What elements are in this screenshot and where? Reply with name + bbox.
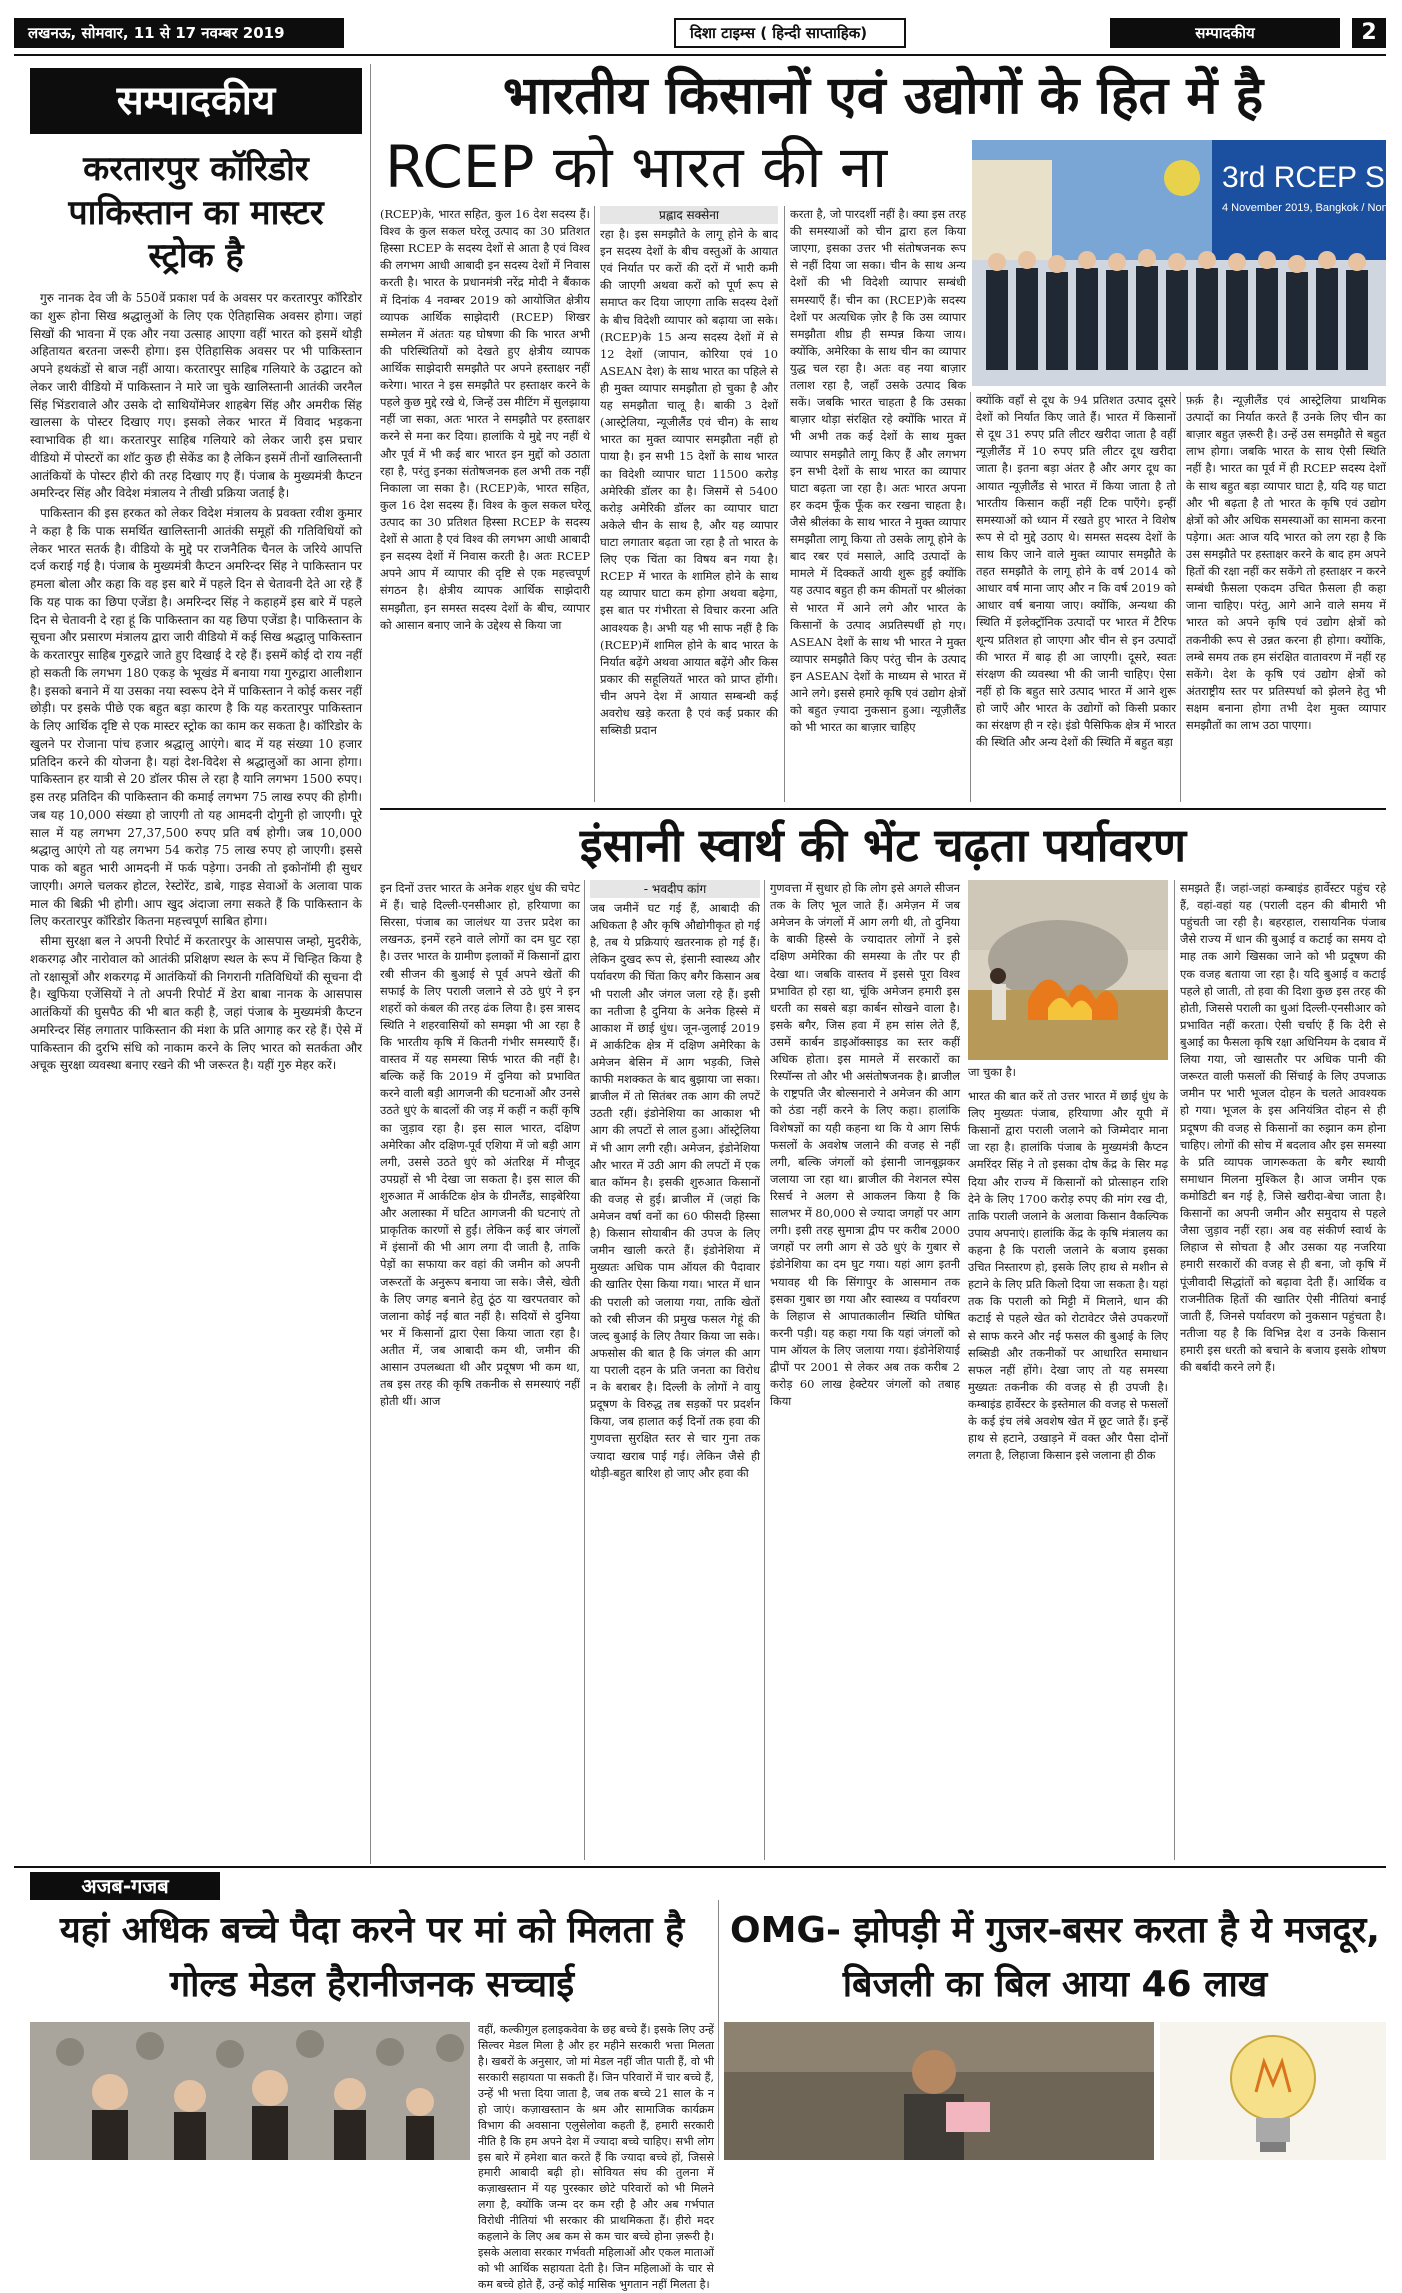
column-rule bbox=[584, 880, 585, 1860]
environment-byline: - भवदीप कांग bbox=[590, 880, 760, 898]
ajab-gajab-label: अजब-गजब bbox=[30, 1872, 220, 1900]
rcep-photo-subtitle: 4 November 2019, Bangkok / Non bbox=[1222, 202, 1388, 214]
section-rule bbox=[380, 808, 1386, 810]
column-rule bbox=[1180, 392, 1181, 802]
family-photo bbox=[30, 2022, 470, 2160]
column-rule bbox=[594, 206, 595, 802]
editorial-body bbox=[30, 290, 362, 1856]
ajab-story2-headline: OMG- झोपड़ी में गुजर-बसर करता है ये मजदूर, बिजली का बिल आया 46 लाख bbox=[730, 1910, 1380, 2005]
environment-col-3: गुणवत्ता में सुधार हो कि लोग इसे अगले सीजन तक के लिए भूल जाते हैं। अमेज़न में जब अमेजन के जंगलों में आग लगी थी, तो दुनिया के बाकी हिस्से के ज्यादातर लोगों ने इसे दक्षिण अमेरिका की समस्या के तौर पर ही देखा था। जबकि वास्तव में इससे पूरा विश्व प्रभावित हो रहा था, चूंकि अमेजन हमारी इस धरती का सबसे बड़ा कार्बन सोखने वाला है। इसके बगैर, जिस हवा में हम सांस लेते हैं, उसमें कार्बन डाइऑक्साइड का स्तर कहीं अधिक होता। इस मामले में सरकारों का रिस्पॉन्स तो और भी असंतोषजनक है। ब्राजील के राष्ट्रपति जैर बोल्सनारो ने अमेजन की आग को ठंडा नहीं करने के लिए कहा। हालांकि विशेषज्ञों का यही कहना था कि ये आग सिर्फ फसलों के अवशेष जलाने की वजह से नहीं लगी, बल्कि जंगलों को इंसानी जानबूझकर जलाया जा रहा था। ब्राजील की नेशनल स्पेस रिसर्च ने अलग से आकलन किया है कि सालभर में 80,000 से ज्यादा जगहों पर आग लगी। इसी तरह सुमात्रा द्वीप पर करीब 2000 जगहों पर लगी आग से उठे धुएं के गुबार से इंडोनेशिया का दम घुट गया। यहां आग इतनी भयावह थी कि सिंगापुर के आसमान तक इसका गुबार छा गया और स्वास्थ्य व पर्यावरण के लिहाज से आपातकालीन स्थिति घोषित करनी पड़ी। यह कहा गया कि यहां जंगलों को पाम ऑयल के लिए जलाया गया। इंडोनेशियाई द्वीपों पर 2001 से लेकर अब तक करीब 2 करोड़ 60 लाख हेक्टेयर जंगलों को तबाह किया bbox=[770, 881, 960, 1409]
column-rule bbox=[718, 1900, 719, 2160]
rcep-byline: प्रह्लाद सक्सेना bbox=[600, 206, 778, 224]
column-rule bbox=[784, 206, 785, 802]
editorial-paragraph: गुरु नानक देव जी के 550वें प्रकाश पर्व के अवसर पर करतारपुर कॉरिडोर का शुरू होना सिख श्रद्धालुओं के लिए एक ऐतिहासिक अवसर होगा। जहां सिखों की भावना में एक और नया उत्साह आएगा वहीं भारत को इसमें थोड़ी अहितायत बरतना जरूरी होगा। इस ऐतिहासिक अवसर पर भी पाकिस्तान अपने हथकंडों से बाज नहीं आया। करतारपुर साहिब गलियारे के उद्घाटन को लेकर जारी वीडियो में पाकिस्तान ने मारे जा चुके खालिस्तानी आतंकी जरनैल सिंह भिंडरावाले और उसके दो साथियोंमेजर शाहबेग सिंह और अमरीक सिंह खालसा के पोस्टर दिखाए गए। इसको लेकर भारत में विवाद भड़कना स्वाभाविक ही था। करतारपुर साहिब गलियारे को लेकर जारी इस प्रचार वीडियो में पोस्टरों का शॉट कुछ ही सेकेंड का है लेकिन इसमें तीनों खालिस्तानी आतंकियों के पोस्टर हीरो की तरह दिखाए गए हैं। पंजाब के मुख्यमंत्री कैप्टन अमरिन्दर सिंह और विदेश मंत्रालय ने तीखी प्रक्रिया जताई है। bbox=[30, 291, 362, 501]
rcep-col-2: रहा है। इस समझौते के लागू होने के बाद इन सदस्य देशों के बीच वस्तुओं के आयात एवं निर्यात पर करों की दरों में भारी कमी की जाएगी अथवा करों को पूर्ण रूप से समाप्त कर दिया जाएगा ताकि सदस्य देशों के बीच विदेशी व्यापार को बढ़ाया जा सके। (RCEP)के 15 अन्य सदस्य देशों में से 12 देशों (जापान, कोरिया एवं 10 ASEAN देश) के साथ भारत का पहिले से ही मुक्त व्यापार समझौता हो चुका है और यह समझौता चालू है। बाकी 3 देशों (आस्ट्रेलिया, न्यूजीलैंड एवं चीन) के साथ भारत का मुक्त व्यापार समझौता नहीं हो पाया है। इन सभी 15 देशों के साथ भारत का विदेशी व्यापार घाटा 11500 करोड़ अमेरिकी डॉलर का है। जिसमें से 5400 करोड़ अमेरिकी डॉलर का व्यापार घाटा अकेले चीन के साथ है, और यह व्यापार घाटा लगातार बढ़ता जा रहा है तो भारत के लिए एक चिंता का विषय बन गया है। RCEP में भारत के शामिल होने के साथ यह व्यापार घाटा कम होगा अथवा बढ़ेगा, इस बात पर गंभीरता से विचार करना अति आवश्यक है। अभी यह भी साफ नहीं है कि (RCEP)में शामिल होने के बाद भारत के निर्यात बढ़ेंगे अथवा आयात बढ़ेंगे और किस प्रकार की सहूलियतें भारत को प्राप्त होंगी। चीन अपने देश में आयात सम्बन्धी कई अवरोध खड़े करता है एवं कई प्रकार की सब्सिडी प्रदान bbox=[600, 227, 778, 738]
rcep-col-5: फ़र्क़ है। न्यूज़ीलैंड एवं आस्ट्रेलिया प्राथमिक उत्पादों का निर्यात करते हैं उनके लिए चीन का बाज़ार बहुत ज़रूरी है। उन्हें उस समझौते से बहुत लाभ होगा। जबकि भारत के साथ ऐसी स्थिति नहीं है। भारत का पूर्व में ही RCEP सदस्य देशों के साथ बहुत बड़ा व्यापार घाटा है, यदि यह घाटा और भी बढ़ता है तो भारत के कृषि एवं उद्योग क्षेत्रों को और अधिक समस्याओं का सामना करना पड़ेगा। अतः आज यदि भारत को लग रहा है कि उस समझौते पर हस्ताक्षर करने के बाद हम अपने हितों की रक्षा नहीं कर सकेंगे तो हस्ताक्षर न करने सम्बंधी फ़ैसला एकदम उचित फ़ैसला ही कहा जाना चाहिए। परंतु, आगे आने वाले समय में भारत को अपने कृषि एवं उद्योग क्षेत्रों को तकनीकी रूप से उन्नत करना ही होगा। क्योंकि, लम्बे समय तक हम संरक्षित वातावरण में नहीं रह सकेंगे। देश के कृषि एवं उद्योग क्षेत्रों को अंतराष्ट्रीय स्तर पर प्रतिस्पर्धा को झेलने हेतु भी सक्षम बनाना होगा तभी देश मुक्त व्यापार समझौतों का लाभ उठा पाएगा। bbox=[1186, 393, 1386, 733]
environment-col-4-top: जा चुका है। bbox=[968, 1065, 1016, 1079]
rcep-headline-2: RCEP को भारत की ना bbox=[385, 133, 888, 201]
editorial-paragraph: सीमा सुरक्षा बल ने अपनी रिपोर्ट में करतारपुर के आसपास जम्हो, मुदरीके, शकरगढ़ और नारोवाल को आतंकी प्रशिक्षण स्थल के रूप में चिन्हित किया है तो रक्षासूत्रों और शकरगढ़ में आतंकियों की निगरानी गतिविधियों की सूचना दी है। खुफिया एजेंसियों ने तो अपनी रिपोर्ट में डेरा बाबा नानक के आसपास आतंकियों की घुसपैठ की भी बात कही है, जहां पंजाब के मुख्यमंत्री कैप्टन अमरिन्दर सिंह लगातार पाकिस्तान की मंशा के प्रति आगाह कर रहे हैं। ऐसे में पाकिस्तान की दुरभि संधि को नाकाम करने के लिए भारत को सतर्कता और अचूक सुरक्षा व्यवस्था बनाए रखने की भी जरूरत है। यहीं गुरु मेहर करें। bbox=[30, 934, 362, 1073]
laborer-photo bbox=[724, 2022, 1154, 2160]
environment-headline: इंसानी स्वार्थ की भेंट चढ़ता पर्यावरण bbox=[579, 818, 1187, 872]
page-number: 2 bbox=[1352, 18, 1386, 48]
editorial-label: सम्पादकीय bbox=[30, 68, 362, 134]
section-rule bbox=[14, 1866, 1386, 1868]
ajab-story1-top: वहीं, कल्कीगुल हलाइकवेवा के छह बच्चे हैं। इसके लिए उन्हें सिल्वर मेडल मिला है और हर महीने सरकारी भत्ता मिलता है। खबरों के अनुसार, जो मां मेडल नहीं जीत पाती हैं, वो भी सरकारी सहायता पा सकती हैं। जिन परिवारों में चार बच्चे हैं, उन्हें भी भत्ता दिया जाता है, जब तक बच्चे 21 साल के न हो जाएं। कज़ाखस्तान के श्रम और सामाजिक कार्यक्रम विभाग की अवसाना एलुसेलोवा कहती हैं, हमारी सरकारी नीति है कि हम अपने देश में ज्यादा बच्चे चाहिए। सभी लोग इस बारे में हमेशा बात करते हैं कि ज्यादा बच्चे हों, जिससे हमारी आबादी बढ़ी हो। सोवियत संघ की तुलना में कज़ाखस्तान में यह पुरस्कार छोटे परिवारों को भी मिलने लगा है, क्योंकि जन्म दर कम रही है और अब गर्भपात विरोधी नीतियां भी सरकार की प्राथमिकता हैं। हीरो मदर कहलाने के लिए अब कम से कम चार बच्चे होना ज़रूरी है। इसके अलावा सरकार गर्भवती महिलाओं और एकल माताओं को भी आर्थिक सहायता देती है। जिन महिलाओं के चार से कम बच्चे होते हैं, उन्हें कोई मासिक भुगतान नहीं मिलता है। bbox=[478, 2023, 714, 2291]
rcep-col-3: करता है, जो पारदर्शी नहीं है। क्या इस तरह की समस्याओं को चीन द्वारा हल किया जाएगा, इसका उत्तर भी संतोषजनक रूप से नहीं दिया जा सका। चीन के साथ अन्य देशों की भी विदेशी व्यापार सम्बंधी समस्याएँ हैं। चीन का (RCEP)के सदस्य देशों पर अत्यधिक ज़ोर है कि उस व्यापार समझौता शीघ्र ही सम्पन्न किया जाय। क्योंकि, अमेरिका के साथ चीन का व्यापार युद्ध चल रहा है। अतः वह नया बाज़ार तलाश रहा है, जहाँ उसके उत्पाद बिक सकें। जबकि भारत चाहता है कि उसका बाज़ार थोड़ा संरक्षित रहे क्योंकि भारत में भी अभी तक कई देशों के साथ मुक्त व्यापार समझौते लागू किए हैं और लगभग इन सभी देशों के साथ भारत का व्यापार घाटा बढ़ता जा रहा है। अतः भारत अपना हर कदम फूँक फूँक कर रखना चाहता है। जैसे श्रीलंका के साथ भारत ने मुक्त व्यापार समझौता लागू किया तो उसके लागू होने के बाद रबर एवं मसाले, आदि उत्पादों के मामले में दिक्कतें आयी शुरू हुईं क्योंकि यह उत्पाद बहुत ही कम कीमतों पर श्रीलंका से भारत में आने लगे और भारत के किसानों के उत्पाद अप्रतिस्पर्धी हो गए। ASEAN देशों के साथ भी भारत ने मुक्त व्यापार समझौते किए परंतु चीन के उत्पाद इन ASEAN देशों के माध्यम से भारत में आने लगे। इससे हमारे कृषि एवं उद्योग क्षेत्रों को बहुत ज़्यादा नुकसान हुआ। न्यूज़ीलैंड को भी भारत का बाज़ार चाहिए bbox=[790, 207, 966, 735]
light-bulb-icon bbox=[1160, 2022, 1386, 2160]
rcep-photo-title: 3rd RCEP Su bbox=[1222, 161, 1402, 194]
rcep-summit-photo bbox=[972, 140, 1402, 386]
column-rule bbox=[1174, 880, 1175, 1860]
top-rule bbox=[14, 54, 1386, 56]
stubble-burning-photo bbox=[968, 880, 1168, 1060]
rcep-headline-1: भारतीय किसानों एवं उद्योगों के हित में है bbox=[502, 66, 1264, 126]
column-rule bbox=[764, 880, 765, 1860]
rcep-col-4: क्योंकि वहाँ से दूध के 94 प्रतिशत उत्पाद दूसरे देशों को निर्यात किए जाते हैं। भारत में किसानों से दूध 31 रुपए प्रति लीटर खरीदा जाता है वहीं न्यूज़ीलैंड में 10 रुपए प्रति लीटर दूध खरीदा जाता है। इतना बड़ा अंतर है और अगर दूध का आयात न्यूज़ीलैंड से भारत में किया जाता है तो भारतीय किसान कहीं नहीं टिक पाएँगे। इन्हीं समस्याओं को ध्यान में रखते हुए भारत ने विशेष रूप से दो मुद्दे उठाए थे। समस्त सदस्य देशों के साथ किए जाने वाले मुक्त व्यापार समझौते के तहत समझौते के लागू होने के वर्ष 2014 को आधार वर्ष माना जाए और न कि वर्ष 2019 को आधार वर्ष बनाया जाए। क्योंकि, अन्यथा की स्थिति में इलेक्ट्रॉनिक उत्पादों पर भारत में टैरिफ शून्य प्रतिशत हो जाएगा और चीन से इन उत्पादों की भारत में बाढ़ ही आ जाएगी। दूसरे, स्वतः संरक्षण की व्यवस्था भी की जानी चाहिए। ऐसा नहीं हो कि बहुत सारे उत्पाद भारत में आने शुरू हो जाएँ और भारत के उद्योगों को किसी प्रकार का संरक्षण ही न रहे। इंडो पैसिफिक क्षेत्र में भारत की स्थिति और अन्य देशों की स्थिति में बहुत बड़ा bbox=[976, 393, 1176, 750]
section-label: सम्पादकीय bbox=[1110, 18, 1340, 48]
bulb-photo bbox=[1160, 2022, 1386, 2160]
masthead-bar bbox=[14, 18, 1386, 50]
environment-col-1: इन दिनों उत्तर भारत के अनेक शहर धुंध की चपेट में हैं। चाहे दिल्ली-एनसीआर हो, हरियाणा का सिरसा, पंजाब का जालंधर या उत्तर प्रदेश का लखनऊ, इनमें रहने वाले लोगों का दम घुट रहा है। उत्तर भारत के ग्रामीण इलाकों में किसानों द्वारा रबी सीजन की बुआई से पूर्व अपने खेतों की सफाई के लिए पराली जलाने से उठे धुएं ने इन शहरों को कंबल की तरह ढंक लिया है। इस त्रासद स्थिति ने शहरवासियों को समझा भी आ रहा है कि भारतीय कृषि में कितनी गंभीर समस्याएँ हैं। वास्तव में यह समस्या सिर्फ भारत की नहीं है। बल्कि कहें कि 2019 में दुनिया को प्रभावित करने वाली बड़ी आगजनी की घटनाओं और उनसे उठते धुएं के बादलों की जड़ में कहीं न कहीं कृषि का जुड़ाव रहा है। इस साल भारत, दक्षिण अमेरिका और दक्षिण-पूर्व एशिया में जो बड़ी आग लगी, उससे उठते धुएं को अंतरिक्ष में मौजूद उपग्रहों से भी देखा जा सकता है। इस साल की शुरुआत में आर्कटिक क्षेत्र के ग्रीनलैंड, साइबेरिया और अलास्का में घटित आगजनी की घटनाएं तो प्राकृतिक कारणों से हुईं। लेकिन कई बार जंगलों में इंसानों की भी आग लगा दी जाती है, ताकि पेड़ों का सफाया कर वहां की जमीन को अपनी जरूरतों के अनुरूप बनाया जा सके। जैसे, खेती के लिए जगह बनाने हेतु ठूंठ या खरपतवार को जलाना कोई नई बात नहीं है। सदियों से दुनिया भर में किसानों द्वारा ऐसा किया जाता रहा है। अतीत में, जब आबादी कम थी, जमीन की आसान उपलब्धता थी और प्रदूषण भी कम था, तब इस तरह की कृषि तकनीक से समस्याएं नहीं होती थीं। आज bbox=[380, 881, 580, 1409]
environment-col-2: जब जमीनें घट गई हैं, आबादी की अधिकता है और कृषि औद्योगीकृत हो गई है, तब ये प्रक्रियाएं खतरनाक हो गई हैं। लेकिन दुखद रूप से, इंसानी स्वास्थ्य और पर्यावरण की चिंता किए बगैर किसान अब भी पराली और जंगल जला रहे हैं। इसी का नतीजा है दुनिया के अनेक हिस्से में आकाश में छाई धुंध। जून-जुलाई 2019 में आर्कटिक क्षेत्र में दक्षिण अमेरिका के अमेजन बेसिन में आग भड़की, जिसे काफी मशक्कत के बाद बुझाया जा सका। ब्राजील में तो सितंबर तक आग की लपटें उठती रहीं। इंडोनेशिया का आकाश भी आग की लपटों से लाल हुआ। ऑस्ट्रेलिया में भी आग लगी रही। अमेजन, इंडोनेशिया और भारत में उठी आग की लपटों में एक बात कॉमन है। इसकी शुरुआत किसानों की वजह से हुई। ब्राजील में (जहां कि अमेजन वर्षा वनों का 60 फीसदी हिस्सा है) किसान सोयाबीन की उपज के लिए जमीन खाली करते हैं। इंडोनेशिया में मुख्यतः अधिक पाम ऑयल की पैदावार की खातिर ऐसा किया गया। भारत में धान की पराली को जलाया गया, ताकि खेतों को रबी सीजन की प्रमुख फसल गेहूं की जल्द बुआई के लिए तैयार किया जा सके। अफसोस की बात है कि जंगल की आग या पराली दहन के प्रति जनता का विरोध न के बराबर है। दिल्ली के लोगों ने वायु प्रदूषण के विरुद्ध तब सड़कों पर प्रदर्शन किया, जब हालात कई दिनों तक हवा की गुणवत्ता सुरक्षित स्तर से चार गुना तक ज्यादा खराब पाई गई। लेकिन जैसे ही थोड़ी-बहुत बारिश हो जाए और हवा की bbox=[590, 901, 760, 1480]
laborer-image bbox=[724, 2022, 1154, 2160]
editorial-headline: करतारपुर कॉरिडोर पाकिस्तान का मास्टर स्ट्रोक है bbox=[68, 149, 324, 277]
dateline: लखनऊ, सोमवार, 11 से 17 नवम्बर 2019 bbox=[14, 18, 344, 48]
editorial-paragraph: पाकिस्तान की इस हरकत को लेकर विदेश मंत्रालय के प्रवक्ता रवीश कुमार ने कहा है कि पाक समर्थित खालिस्तानी आतंकी समूहों की गतिविधियों को लेकर भारत सतर्क है। वीडियो के मुद्दे पर राजनैतिक चैनल के जरिये आपत्ति दर्ज कराई गई है। पंजाब के मुख्यमंत्री कैप्टन अमरिन्दर सिंह ने पाकिस्तान पर हमला बोला और कहा कि वह इस बारे में पहले दिन से चेतावनी देते आ रहे हैं कि यह पाक का छिपा एजेंडा है। अमरिन्दर सिंह ने कहाहमें इस बारे में पहले दिन से चेतावनी दे रहा हूं कि पाकिस्तान का यह छिपा एजेंडा है। पाकिस्तान के सूचना और प्रसारण मंत्रालय द्वारा जारी वीडियो में कई सिख श्रद्धालु पाकिस्तान के करतारपुर साहिब गुरुद्वारे जाते हुए दिखाई दे रहे हैं। इसमें कोई दो राय नहीं हो सकती कि लगभग 180 एकड़ के भूखंड में बनाया गया गुरुद्वारा आलीशान है। इसको बनाने में या उसका नया स्वरूप देने में पाकिस्तान ने कोई कसर नहीं छोड़ी। पर इसके पीछे एक बहुत बड़ा कारण है कि यह करतारपुर पाकिस्तान के लिए आर्थिक दृष्टि से एक मास्टर स्ट्रोक का काम कर सकता है। कॉरिडोर के खुलने पर रोजाना पांच हजार श्रद्धालु आएंगे। बाद में यह संख्या 10 हजार प्रतिदिन करने की योजना है। यहां देश-विदेश से श्रद्धालुओं का आना होगा। पाकिस्तान हर यात्री से 20 डॉलर फीस ले रहा है यानि लगभग 1500 रुपए। इस तरह प्रतिदिन की पाकिस्तान की कमाई लगभग 75 लाख रुपए की होगी। जब यह 10,000 संख्या हो जाएगी तो यह आमदनी दोगुनी हो जाएगी। पूरे साल में यह लगभग 27,37,500 रुपए प्रति वर्ष होगी। जब 10,000 श्रद्धालु आएंगे तो यह लगभग 54 करोड़ 75 लाख रुपए हो जाएगी। इससे पाक को बहुत भारी आमदनी में फर्क पड़ेगा। उनकी तो इकोनॉमी ही सुधर जाएगी। अगले चलकर होटल, रेस्टोरेंट, डाबे, गाइड सेवाओं के अलावा पाक माल की बिक्री भी होगी। आप खुद अंदाजा लगा सकते हैं कि पाकिस्तान के लिए करतारपुर कॉरिडोर कितना महत्त्वपूर्ण साबित होगा। bbox=[30, 506, 362, 929]
paper-name: दिशा टाइम्स ( हिन्दी साप्ताहिक) bbox=[674, 18, 906, 48]
environment-col-5: समझते हैं। जहां-जहां कम्बाइंड हार्वेस्टर पहुंच रहे हैं, वहां-वहां यह (पराली दहन की बीमारी भी पहुंचती जा रही है। बहरहाल, रासायनिक पंजाब जैसे राज्य में धान की बुआई व कटाई का समय दो माह तक आगे खिसका जाने को भी प्रदूषण की एक वजह बताया जा रहा है। यदि बुआई व कटाई पहले हो जाती, तो हवा की दिशा कुछ इस तरह की होती, जिससे पराली का धुआं दिल्ली-एनसीआर को प्रभावित नहीं करता। ऐसी चर्चाएं हैं कि देरी से बुआई का फैसला कृषि रक्षा अधिनियम के दबाव में लिया गया, जो खासतौर पर अधिक पानी की जरूरत वाली फसलों की सिंचाई के लिए उपजाऊ जमीन पर भारी भूजल दोहन के चलते आवश्यक हो गया। भूजल के इस अनियंत्रित दोहन से ही प्रदूषण की वजह से किसानों का रुझान कम होना चाहिए। लोगों की सोच में बदलाव और इस समस्या के प्रति व्यापक जागरूकता के बगैर स्थायी समाधान मिलना मुश्किल है। आज जमीन एक कमोडिटी बन गई है, जिसे खरीदा-बेचा जाता है। किसानों का अपनी जमीन और समुदाय से पहले जैसा जुड़ाव नहीं रहा। अब वह संकीर्ण स्वार्थ के लिहाज से सोचता है और उसका यह नजरिया हमारी सरकारों की वजह से ही बना, जो कृषि में पूंजीवादी सिद्धांतों को बढ़ावा देती हैं। आर्थिक व राजनीतिक हितों की खातिर ऐसी नीतियां बनाई जाती हैं, जिनसे पर्यावरण को नुकसान पहुंचता है। नतीजा यह है कि विभिन्न देश व उनके किसान हमारी इस धरती को बचाने के बजाय इसके शोषण की बर्बादी करने लगे हैं। bbox=[1180, 881, 1386, 1375]
family-image bbox=[30, 2022, 470, 2160]
rcep-col-1: (RCEP)के, भारत सहित, कुल 16 देश सदस्य हैं। विश्व के कुल सकल घरेलू उत्पाद का 30 प्रतिशत हिस्सा RCEP के सदस्य देशों से आता है एवं विश्व की लगभग आधी आबादी इन सदस्य देशों में निवास करती है। भारत के प्रधानमंत्री नरेंद्र मोदी ने बैंकाक में दिनांक 4 नवम्बर 2019 को आयोजित क्षेत्रीय व्यापक आर्थिक साझेदारी (RCEP) शिखर सम्मेलन में अंततः यह घोषणा की कि भारत अभी की परिस्थितियों को देखते हुए क्षेत्रीय व्यापक आर्थिक साझेदारी समझौते पर अपने हस्ताक्षर नहीं करेगा। भारत ने इस समझौते पर हस्ताक्षर करने के पहले कुछ मुद्दे रखे थे, जिन्हें उस मीटिंग में सुलझाया नहीं जा सका, अतः भारत ने समझौते पर हस्ताक्षर करने से मना कर दिया। हालांकि ये मुद्दे नए नहीं थे और पूर्व में भी कई बार भारत इन मुद्दों को उठाता रहा है, परंतु इनका संतोषजनक हल अभी तक नहीं निकाला जा सका है। (RCEP)के, भारत सहित, कुल 16 देश सदस्य हैं। विश्व के कुल सकल घरेलू उत्पाद का 30 प्रतिशत हिस्सा RCEP के सदस्य देशों से आता है एवं विश्व की लगभग आधी आबादी इन सदस्य देशों में निवास करती है। अतः RCEP अपने आप में व्यापार की दृष्टि से एक महत्त्वपूर्ण संगठन है। क्षेत्रीय व्यापक आर्थिक साझेदारी समझौता, इन समस्त सदस्य देशों के बीच, व्यापार को आसान बनाए जाने के उद्देश्य से किया जा bbox=[380, 207, 590, 632]
stubble-burning-image bbox=[968, 880, 1168, 1060]
environment-col-4: भारत की बात करें तो उत्तर भारत में छाई धुंध के लिए मुख्यतः पंजाब, हरियाणा और यूपी में किसानों द्वारा पराली जलाने को जिम्मेदार माना जा रहा है। हालांकि पंजाब के मुख्यमंत्री कैप्टन अमरिंदर सिंह ने तो इसका दोष केंद्र के सिर मढ़ दिया और राज्य में किसानों को प्रोत्साहन राशि देने के लिए 1700 करोड़ रुपए की मांग रख दी, ताकि पराली जलाने के अलावा किसान वैकल्पिक उपाय अपनाएं। हालांकि केंद्र के कृषि मंत्रालय का कहना है कि पराली जलाने के बजाय इसका उचित निस्तारण हो, इसके लिए हाथ से मशीन से हटाने के लिए प्रति किलो दिया जा सकता है। यहां तक कि पराली को मिट्टी में मिलाने, धान की कटाई से पहले खेत को रोटावेटर जैसे उपकरणों से साफ करने और नई फसल की बुआई के लिए सब्सिडी और तकनीकों पर आधारित समाधान सफल नहीं होंगे। देखा जाए तो यह समस्या मुख्यतः तकनीक की वजह से ही उपजी है। कम्बाइंड हार्वेस्टर के इस्तेमाल की वजह से फसलों के कई इंच लंबे अवशेष खेत में छूट जाते हैं। इन्हें हाथ से हटाने, उखाड़ने में वक्त और पैसा दोनों लगता है, लिहाजा किसान इसे जलाना ही ठीक bbox=[968, 1089, 1168, 1463]
column-rule bbox=[370, 64, 371, 1864]
ajab-story1-headline: यहां अधिक बच्चे पैदा करने पर मां को मिलता है गोल्ड मेडल हैरानीजनक सच्चाई bbox=[59, 1910, 685, 2005]
column-rule bbox=[970, 392, 971, 802]
